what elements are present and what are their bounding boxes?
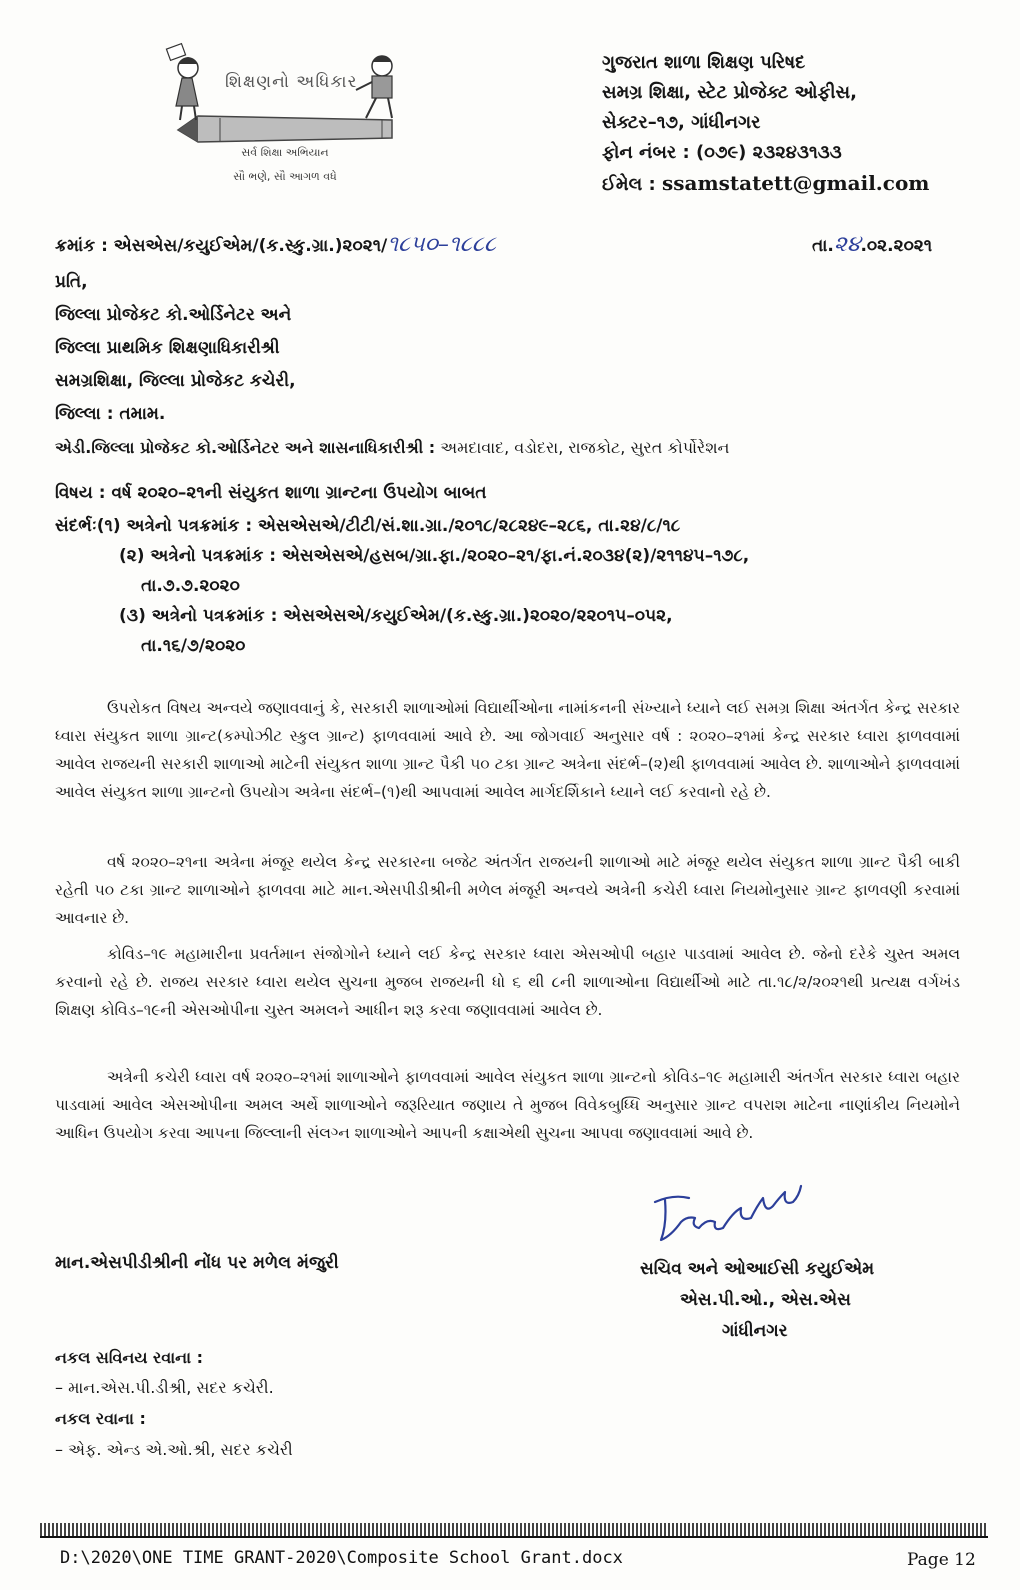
copy-recipient-2: – એફ. એન્ડ એ.ઓ.શ્રી, સદર કચેરી bbox=[55, 1440, 293, 1459]
logo-slogan: સૌ ભણે, સૌ આગળ વધે bbox=[233, 170, 337, 183]
address-to: પ્રતિ, bbox=[55, 272, 88, 292]
body-paragraph-2: વર્ષ ૨૦૨૦–૨૧ના અત્રેના મંજૂર થયેલ કેન્દ્ર સરકારના બજેટ અંતર્ગત રાજયની શાળાઓ માટે મંજૂર થયેલ સંયુકત શાળા ગ્રાન્ટ પૈકી બાકી રહેતી ૫૦ ટકા ગ્રાન્ટ શાળાઓને ફાળવવા માટે માન.એસપીડીશ્રીની મળેલ મંજૂરી અન્વયે અત્રેની કચેરી ધ્વારા નિયમોનુસાર ગ્રાન્ટ ફાળવણી કરવામાં આવનાર છે. bbox=[55, 853, 960, 927]
ssa-logo bbox=[160, 38, 410, 198]
email-address: ssamstatett@gmail.com bbox=[661, 171, 930, 195]
reference-3-date: તા.૧૬/૭/૨૦૨૦ bbox=[141, 636, 246, 656]
date-rest: .૦૨.૨૦૨૧ bbox=[860, 236, 933, 256]
copy-recipient-1: – માન.એસ.પી.ડીશ્રી, સદર કચેરી. bbox=[55, 1378, 274, 1397]
address-line-4: જિલ્લા : તમામ. bbox=[55, 404, 166, 424]
footer-file-path: D:\2020\ONE TIME GRANT-2020\Composite School Grant.docx bbox=[60, 1548, 623, 1568]
office-unit: સમગ્ર શિક્ષા, સ્ટેટ પ્રોજેક્ટ ઓફીસ, bbox=[602, 82, 857, 103]
office-address bbox=[602, 48, 929, 200]
logo-tagline: સર્વ શિક્ષા અભિયાન bbox=[241, 146, 329, 159]
date-prefix: તા. bbox=[812, 236, 834, 256]
body-paragraph-3: કોવિડ–૧૯ મહામારીના પ્રવર્તમાન સંજોગોને ધ્યાને લઈ કેન્દ્ર સરકાર ધ્વારા એસઓપી બહાર પાડવામાં આવેલ છે. જેનો દરેકે ચુસ્ત અમલ કરવાનો રહે છે. રાજય સરકાર ધ્વારા થયેલ સુચના મુજબ રાજયની ધો ૬ થી ૮ની શાળાઓના વિદ્યાર્થીઓ માટે તા.૧૮/૨/૨૦૨૧થી પ્રત્યક્ષ વર્ગખંડ શિક્ષણ કોવિડ–૧૯ની એસઓપીના ચુસ્ત અમલને આધીન શરૂ કરવા જણાવવામાં આવેલ છે. bbox=[55, 945, 960, 1019]
handwritten-signature bbox=[645, 1180, 845, 1250]
recipient-address bbox=[55, 266, 729, 464]
approval-note: માન.એસપીડીશ્રીની નોંધ પર મળેલ મંજુરી bbox=[55, 1253, 339, 1273]
subject-line: વિષય : વર્ષ ૨૦૨૦–૨૧ની સંયુકત શાળા ગ્રાન્ટના ઉપયોગ બાબત bbox=[55, 483, 487, 503]
footer-rule bbox=[40, 1523, 988, 1537]
address-line-1: જિલ્લા પ્રોજેકટ કો.ઓર્ડિનેટર અને bbox=[55, 305, 292, 325]
office-location: સેક્ટર–૧૭, ગાંધીનગર bbox=[602, 112, 761, 133]
email-label: ઈમેલ : bbox=[602, 174, 656, 195]
office-email bbox=[602, 168, 929, 200]
copy-heading: નકલ રવાના : bbox=[55, 1409, 146, 1428]
letter-date bbox=[812, 232, 932, 257]
ssa-logo-illustration bbox=[160, 38, 410, 148]
copy-heading-respectfully: નકલ સવિનય રવાના : bbox=[55, 1348, 203, 1367]
address-line-5 bbox=[55, 431, 729, 464]
address-line-5-cities: અમદાવાદ, વડોદરા, રાજકોટ, સુરત કોર્પોરેશન bbox=[435, 438, 730, 457]
phone-number: (૦૭૯) ૨૩૨૪૩૧૩૩ bbox=[695, 142, 842, 163]
phone-label: ફોન નંબર : bbox=[602, 142, 690, 163]
letter-reference bbox=[55, 232, 496, 257]
office-name: ગુજરાત શાળા શિક્ષણ પરિષદ bbox=[602, 52, 806, 73]
handwritten-reference-number: ૧૮૫૦–૧૮૮૮ bbox=[387, 232, 496, 257]
signatory-city: ગાંધીનગર bbox=[722, 1321, 788, 1341]
address-line-5-bold: એડી.જિલ્લા પ્રોજેકટ કો.ઓર્ડિનેટર અને શાસનાધિકારીશ્રી : bbox=[55, 438, 436, 457]
signatory-title: સચિવ અને ઓઆઈસી કયુઈએમ bbox=[640, 1259, 875, 1279]
logo-title: શિક્ષણનો અધિકાર bbox=[225, 72, 358, 92]
reference-2: (૨) અત્રેનો પત્રક્રમાંક : એસએસએ/હસબ/ગ્રા.ફા./૨૦૨૦–૨૧/ફા.નં.૨૦૩૪(૨)/૨૧૧૪૫–૧૭૮, bbox=[119, 546, 750, 566]
body-paragraph-1: ઉપરોકત વિષય અન્વયે જણાવવાનું કે, સરકારી શાળાઓમાં વિદ્યાર્થીઓના નામાંકનની સંખ્યાને ધ્યાને લઈ સમગ્ર શિક્ષા અંતર્ગત કેન્દ્ર સરકાર ધ્વારા સંયુકત શાળા ગ્રાન્ટ(કમ્પોઝીટ સ્કુલ ગ્રાન્ટ) ફાળવવામાં આવે છે. આ જોગવાઈ અનુસાર વર્ષ : ૨૦૨૦–૨૧માં કેન્દ્ર સરકાર ધ્વારા ફાળવવામાં આવેલ રાજયની સરકારી શાળાઓ માટેની સંયુકત શાળા ગ્રાન્ટ પૈકી ૫૦ ટકા ગ્રાન્ટ અત્રેના સંદર્ભ–(૨)થી ફાળવવામાં આવેલ છે. શાળાઓને ફાળવવામાં આવેલ સંયુકત શાળા ગ્રાન્ટનો ઉપયોગ અત્રેના સંદર્ભ–(૧)થી આપવામાં આવેલ માર્ગદર્શિકાને ધ્યાને લઈ કરવાનો રહે છે. bbox=[55, 699, 960, 801]
signatory-office: એસ.પી.ઓ., એસ.એસ bbox=[680, 1290, 851, 1310]
footer-page-number: Page 12 bbox=[907, 1550, 976, 1570]
body-paragraph-4: અત્રેની કચેરી ધ્વારા વર્ષ ૨૦૨૦–૨૧માં શાળાઓને ફાળવવામાં આવેલ સંયુકત શાળા ગ્રાન્ટનો કોવિડ–૧૯ મહામારી અંતર્ગત સરકાર ધ્વારા બહાર પાડવામાં આવેલ એસઓપીના અમલ અર્થે શાળાઓને જરૂરિયાત જણાય તે મુજબ વિવેકબુધ્ધિ અનુસાર ગ્રાન્ટ વપરાશ માટેના નાણાંકીય નિયમોને આધિન ઉપયોગ કરવા આપના જિલ્લાની સંલગ્ન શાળાઓને આપની કક્ષાએથી સુચના આપવા જણાવવામાં આવે છે. bbox=[55, 1068, 960, 1142]
office-phone bbox=[602, 138, 929, 168]
reference-1: સંદર્ભઃ(૧) અત્રેનો પત્રક્રમાંક : એસએસએ/ટીટી/સં.શા.ગ્રા./૨૦૧૮/૨૮૨૪૯–૨૮૬, તા.૨૪/૮/૧૮ bbox=[55, 516, 681, 536]
reference-list bbox=[55, 511, 749, 661]
signatory-block bbox=[612, 1254, 942, 1347]
footer-rule-line bbox=[40, 1536, 988, 1538]
address-line-3: સમગ્રશિક્ષા, જિલ્લા પ્રોજેકટ કચેરી, bbox=[55, 371, 296, 391]
address-line-2: જિલ્લા પ્રાથમિક શિક્ષણાધિકારીશ્રી bbox=[55, 338, 280, 358]
reference-2-date: તા.૭.૭.૨૦૨૦ bbox=[141, 576, 240, 596]
reference-label: ક્રમાંક : એસએસ/કયુઈએમ/(ક.સ્કુ.ગ્રા.)૨૦૨૧/ bbox=[55, 236, 388, 256]
handwritten-date-day: ૨૪ bbox=[833, 232, 861, 257]
reference-3: (૩) અત્રેનો પત્રક્રમાંક : એસએસએ/કયુઈએમ/(ક.સ્કુ.ગ્રા.)૨૦૨૦/૨૨૦૧૫–૦૫૨, bbox=[119, 606, 673, 626]
